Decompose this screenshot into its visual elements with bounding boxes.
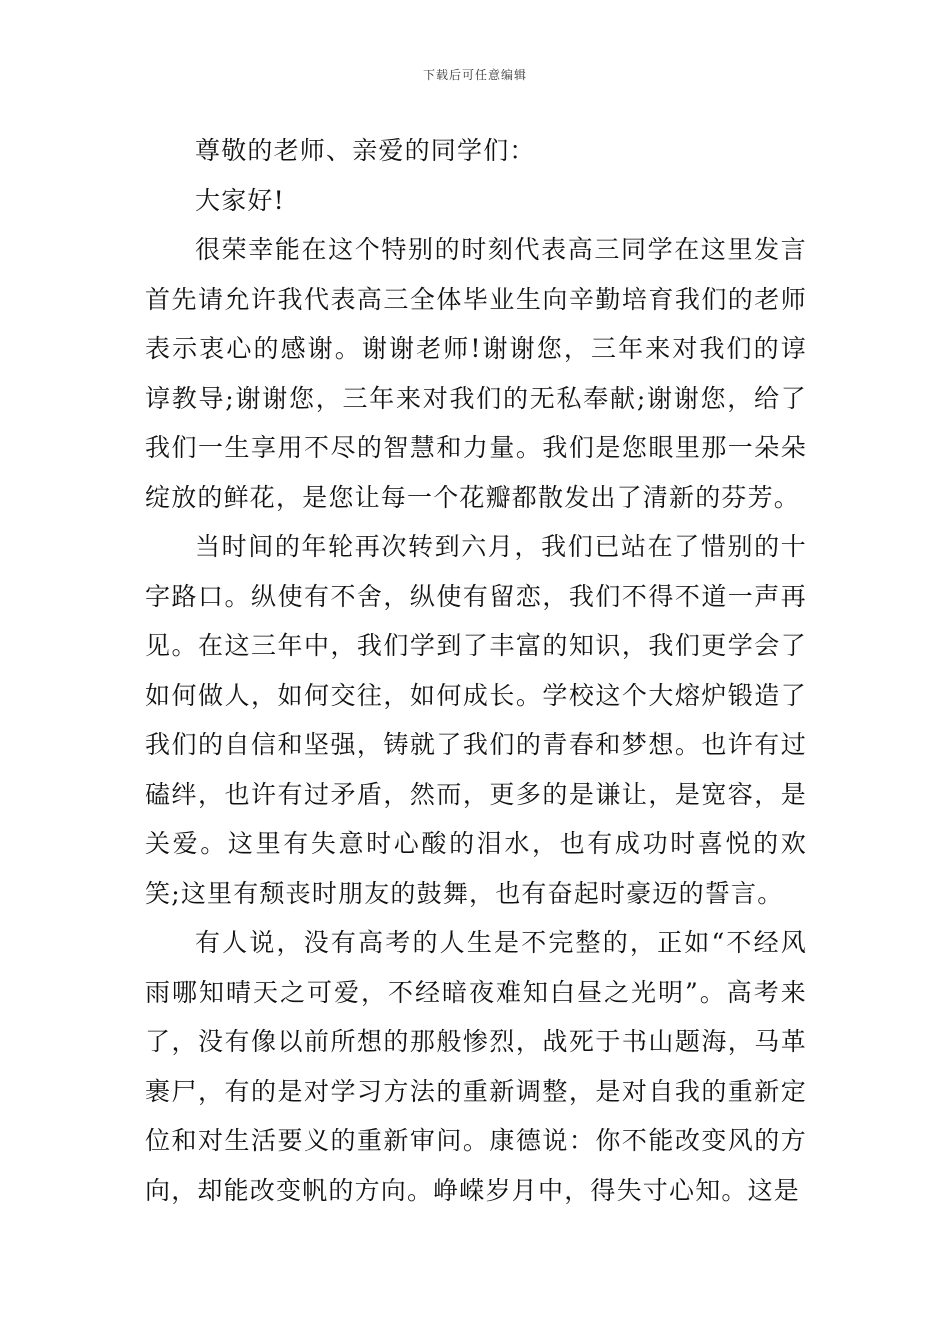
document-body bbox=[145, 126, 807, 1215]
page-header: 下载后可任意编辑 bbox=[422, 68, 527, 82]
paragraph-thanks: 很荣幸能在这个特别的时刻代表高三同学在这里发言首先请允许我代表高三全体毕业生向辛勤培育我们的老师表示衷心的感谢。谢谢老师!谢谢您，三年来对我们的谆谆教导;谢谢您，三年来对我们的无私奉献;谢谢您，给了我们一生享用不尽的智慧和力量。我们是您眼里那一朵朵绽放的鲜花，是您让每一个花瓣都散发出了清新的芬芳。 bbox=[145, 235, 807, 512]
greeting: 大家好! bbox=[195, 185, 285, 215]
paragraph-farewell: 当时间的年轮再次转到六月，我们已站在了惜别的十字路口。纵使有不舍，纵使有留恋，我们不得不道一声再见。在这三年中，我们学到了丰富的知识，我们更学会了如何做人，如何交往，如何成长。学校这个大熔炉锻造了我们的自信和坚强，铸就了我们的青春和梦想。也许有过磕绊，也许有过矛盾，然而，更多的是谦让，是宽容，是关爱。这里有失意时心酸的泪水，也有成功时喜悦的欢笑;这里有颓丧时朋友的鼓舞，也有奋起时豪迈的誓言。 bbox=[145, 532, 807, 908]
paragraph-gaokao: 有人说，没有高考的人生是不完整的，正如“不经风雨哪知晴天之可爱，不经暗夜难知白昼之光明”。高考来了，没有像以前所想的那般惨烈，战死于书山题海，马革裹尸，有的是对学习方法的重新调整，是对自我的重新定位和对生活要义的重新审问。康德说：你不能改变风的方向，却能改变帆的方向。峥嵘岁月中，得失寸心知。这是 bbox=[145, 928, 807, 1205]
salutation: 尊敬的老师、亲爱的同学们： bbox=[195, 136, 536, 165]
